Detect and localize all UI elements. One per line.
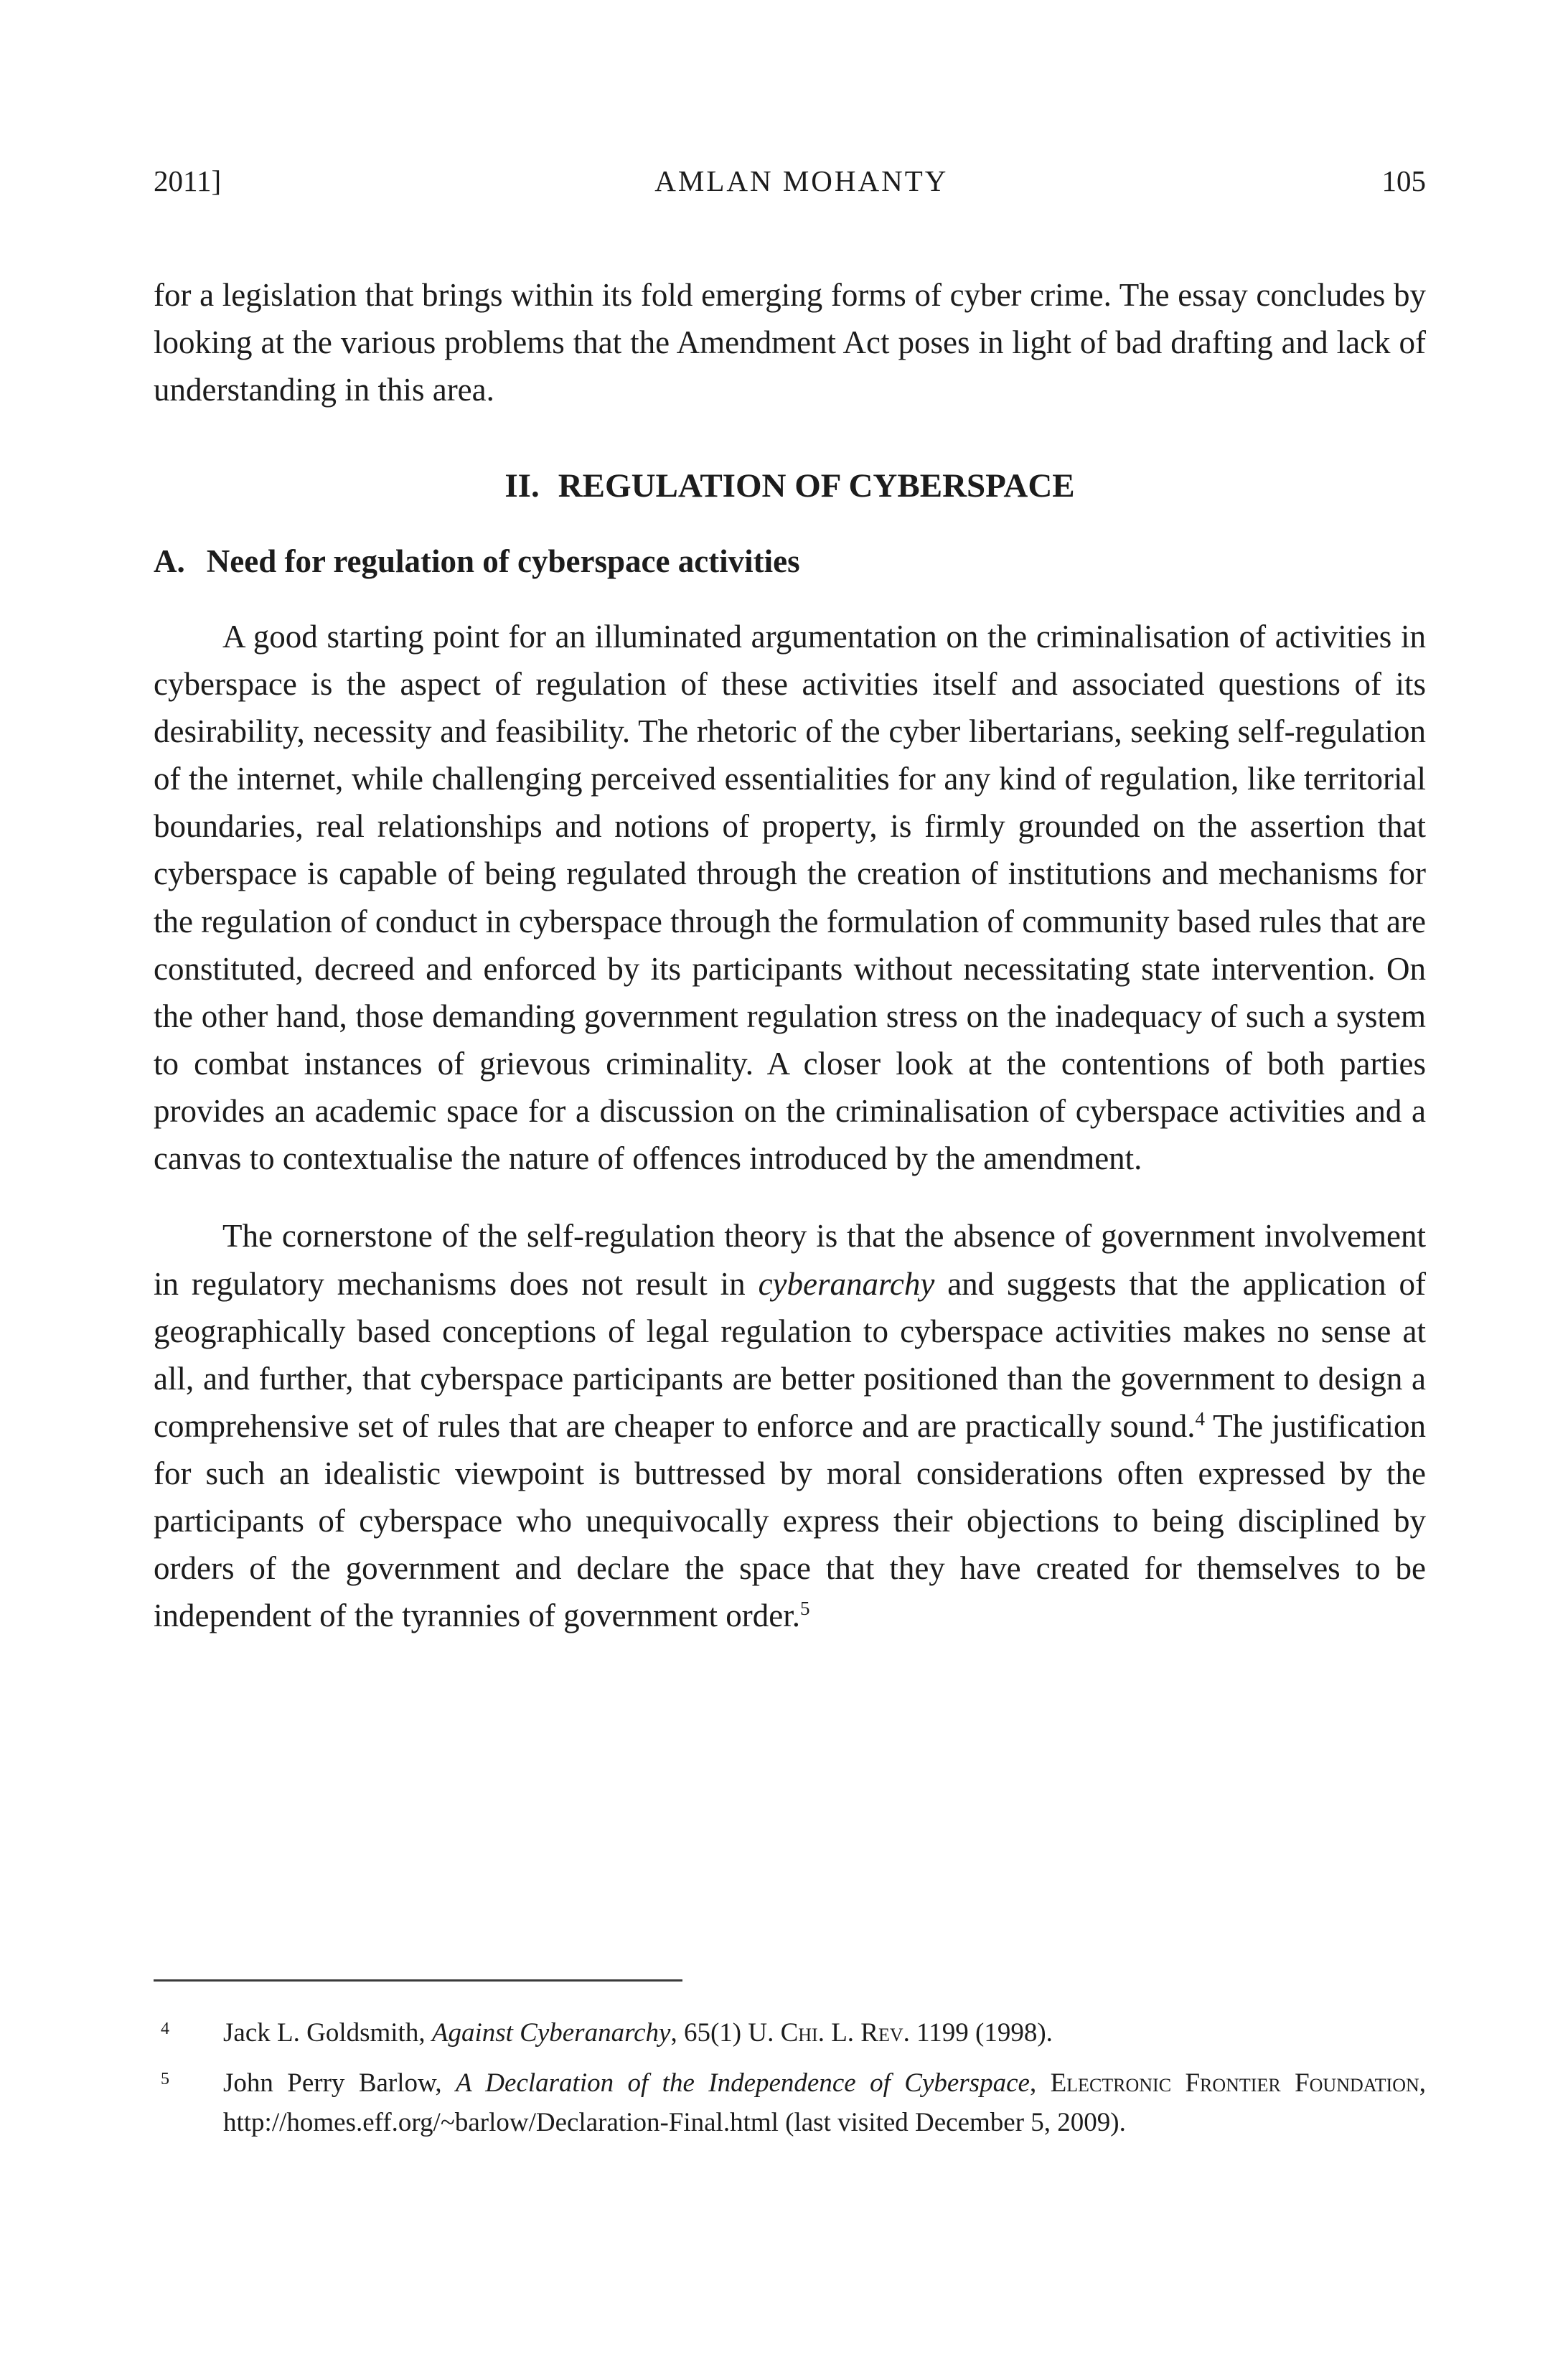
header-author: AMLAN MOHANTY	[654, 164, 949, 197]
section-heading	[154, 465, 1426, 507]
body-paragraph-2: The cornerstone of the self-regulation theory is that the absence of government involvement in regulatory mechanisms does not result in cyberanarchy and suggests that the application of geographically based conceptions of legal regulation to cyberspace activities makes no sense at all, and further, that cyberspace participants are better positioned than the government to design a comprehensive set of rules that are cheaper to enforce and are practically sound.$^4$ The justification for such an idealistic viewpoint is buttressed by moral considerations often expressed by the participants of cyberspace who unequivocally express their objections to being disciplined by orders of the government and declare the space that they have created for themselves to be independent of the tyrannies of government order.$^5$	[154, 1218, 1427, 1634]
header-year: 2011]	[154, 164, 222, 197]
subsection-title: Need for regulation of cyberspace activities	[206, 543, 800, 580]
footnote-4	[154, 2013, 1426, 2053]
section-title: REGULATION OF CYBERSPACE	[558, 467, 1075, 505]
running-header	[154, 164, 1426, 198]
subsection-label: A.	[154, 543, 185, 580]
footnote-marker: 5	[161, 2069, 169, 2088]
body-paragraph-1: A good starting point for an illuminated argumentation on the criminalisation of activities in cyberspace is the aspect of regulation of these activities itself and associated questions of its desirability, necessity and feasibility. The rhetoric of the cyber libertarians, seeking self-regulation of the internet, while challenging perceived essentialities for any kind of regulation, like territorial boundaries, real relationships and notions of property, is firmly grounded on the assertion that cyberspace is capable of being regulated through the creation of institutions and mechanisms for the regulation of conduct in cyberspace through the formulation of community based rules that are constituted, decreed and enforced by its participants without necessitating state intervention. On the other hand, those demanding government regulation stress on the inadequacy of such a system to combat instances of grievous criminality. A closer look at the contentions of both parties provides an academic space for a discussion on the criminalisation of cyberspace activities and a canvas to contextualise the nature of offences introduced by the amendment.	[154, 618, 1426, 1177]
section-number: II.	[504, 467, 540, 505]
footnote-text: Jack L. Goldsmith, Against Cyberanarchy, 65(1) U. Chi. L. Rev. 1199 (1998).	[223, 2018, 1053, 2048]
footnote-5	[154, 2063, 1426, 2143]
subsection-heading	[154, 540, 1426, 583]
footnote-marker: 4	[161, 2020, 169, 2038]
intro-paragraph: for a legislation that brings within its fold emerging forms of cyber crime. The essay concludes by looking at the various problems that the Amendment Act poses in light of bad drafting and lack of understanding in this area.	[154, 277, 1426, 408]
header-page-number: 105	[1381, 164, 1426, 197]
footnote-divider	[154, 1979, 682, 1982]
footnote-text: John Perry Barlow, A Declaration of the Independence of Cyberspace, Electronic Frontier Foundation, http://homes.eff.org/~barlow/Declaration-Final.html (last visited December 5, 2009).	[223, 2068, 1426, 2137]
footnote-section	[154, 1979, 1426, 2153]
